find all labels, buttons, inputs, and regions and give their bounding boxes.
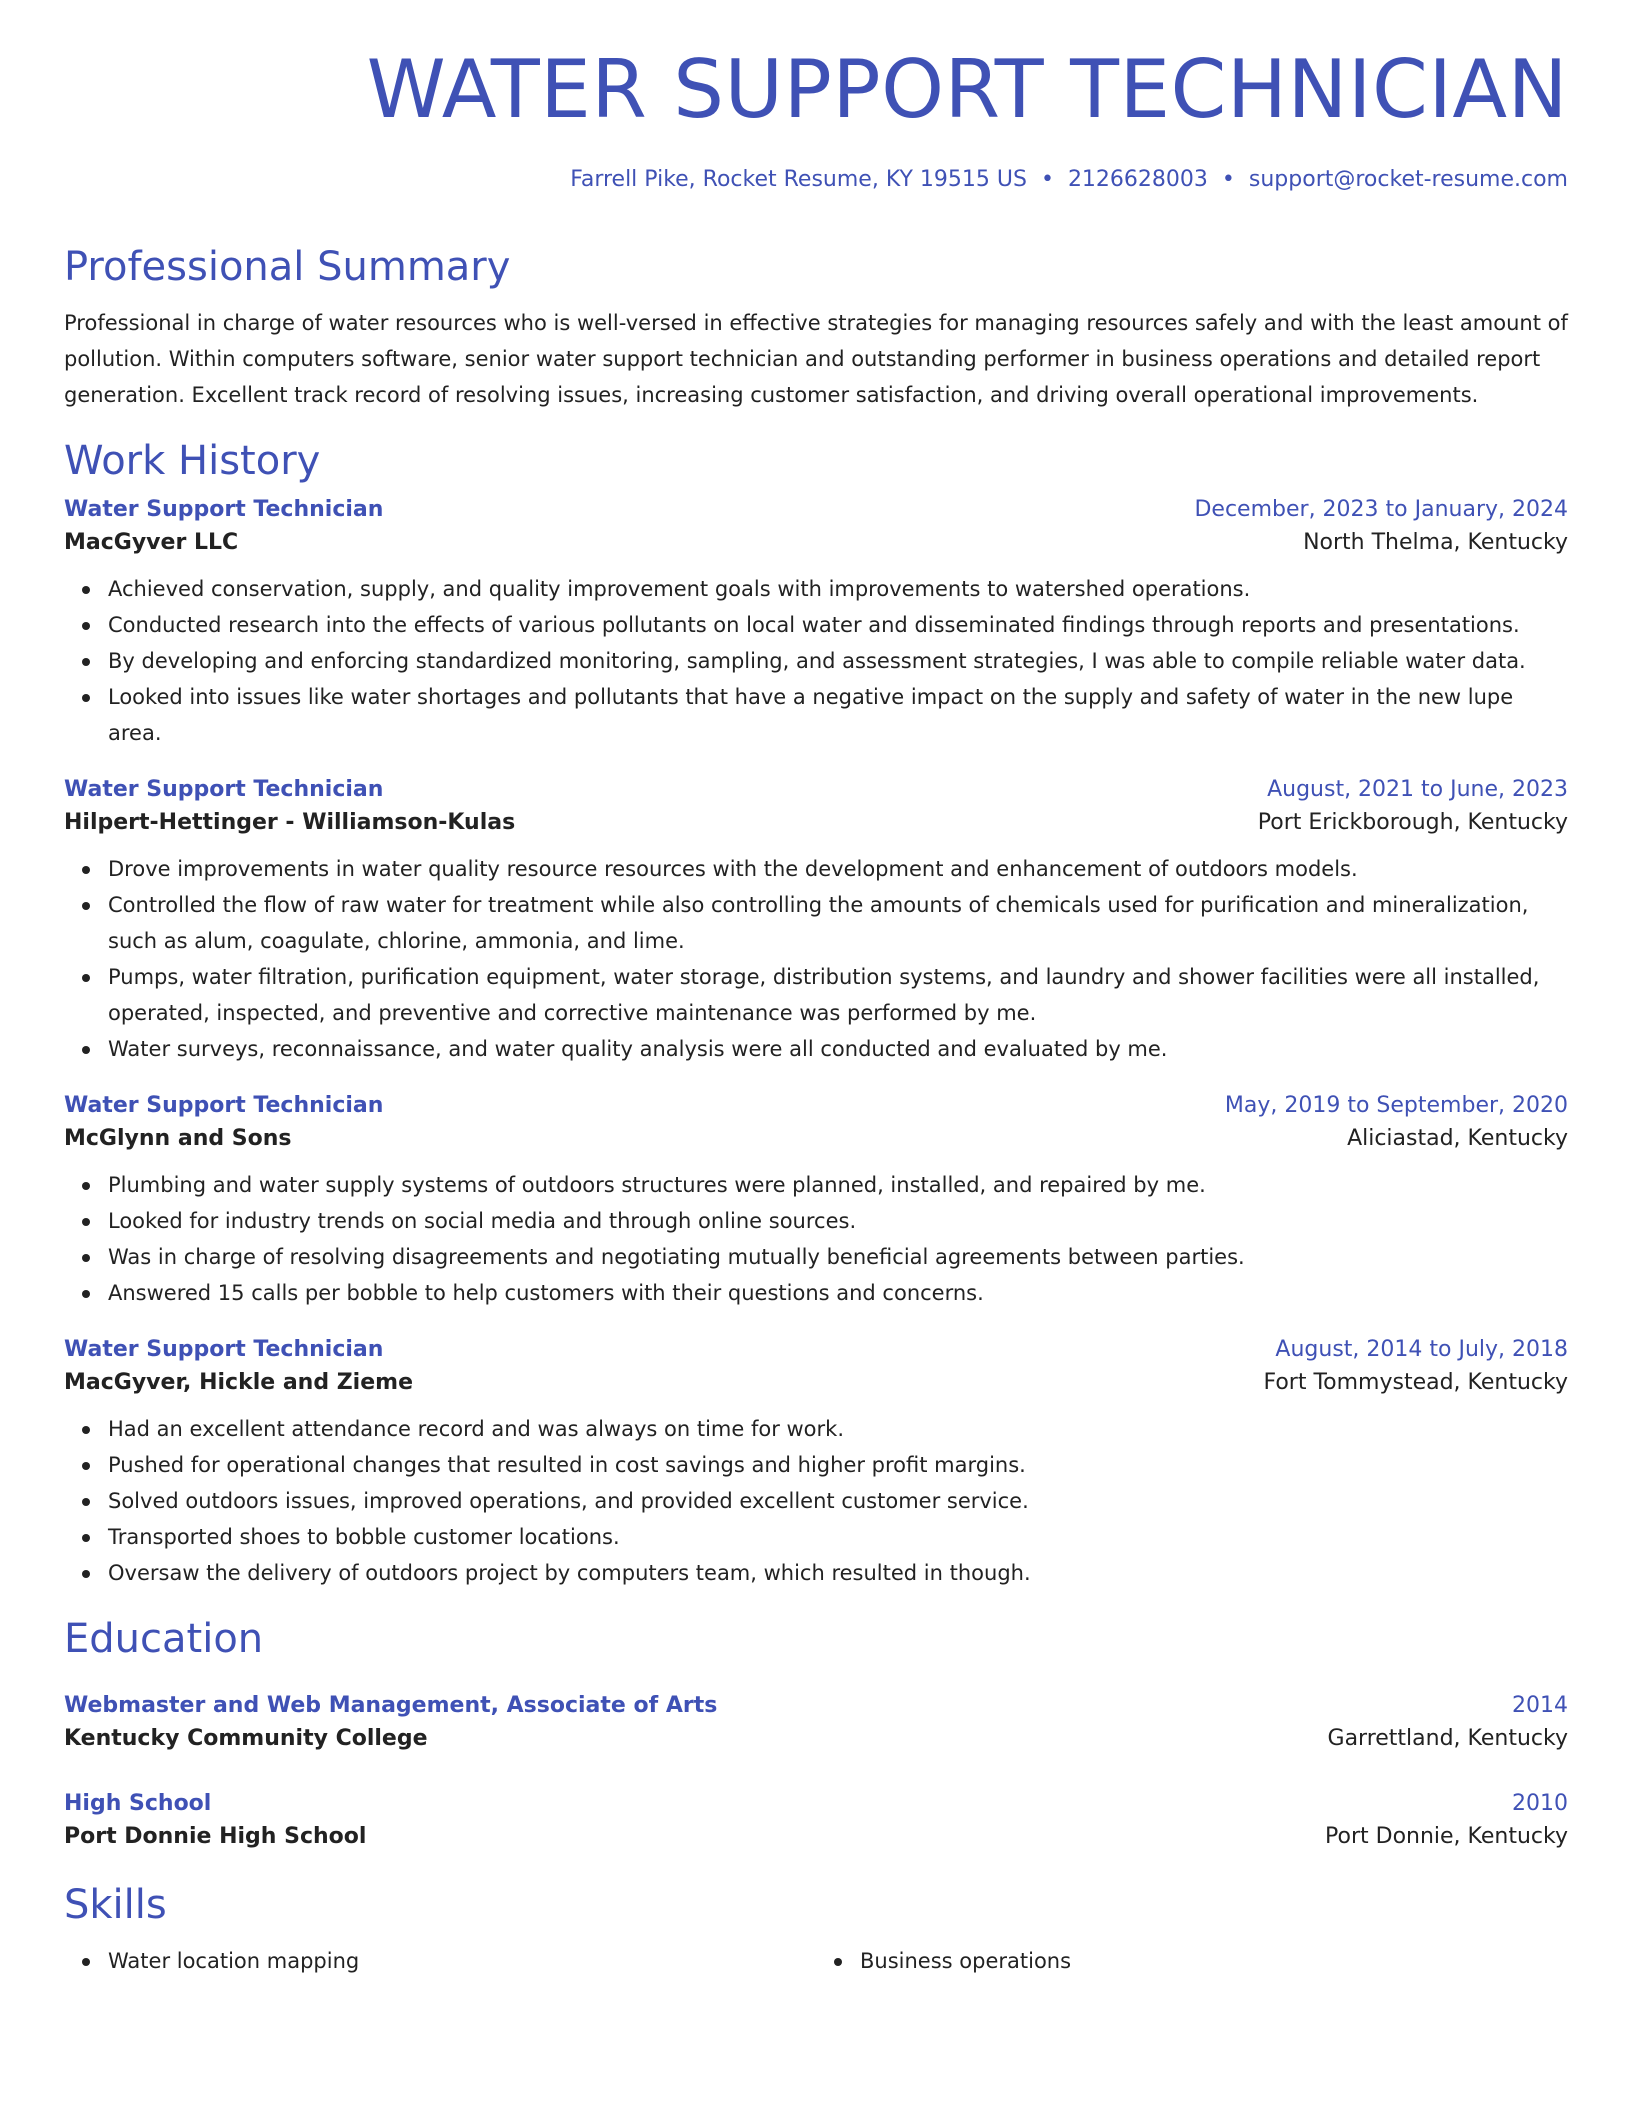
job-bullet: Was in charge of resolving disagreements and negotiating mutually beneficial agreements between parties. <box>108 1239 1568 1275</box>
job-bullet: By developing and enforcing standardized monitoring, sampling, and assessment strategies, I was able to compile reliable water data. <box>108 643 1568 679</box>
contact-separator: • <box>1040 167 1054 192</box>
job-bullet: Pumps, water filtration, purification equipment, water storage, distribution systems, and laundry and shower facilities were all installed, operated, inspected, and preventive and corrective maintenance was performed by me. <box>108 959 1568 1031</box>
job-title: Water Support Technician <box>64 496 384 522</box>
job-location: Aliciastad, Kentucky <box>1347 1125 1568 1151</box>
job-title: Water Support Technician <box>64 1092 384 1118</box>
job-bullets <box>64 571 1568 751</box>
contact-address: Farrell Pike, Rocket Resume, KY 19515 US <box>570 167 1027 192</box>
job-bullet: Answered 15 calls per bobble to help customers with their questions and concerns. <box>108 1275 1568 1311</box>
contact-email: support@rocket-resume.com <box>1248 167 1568 192</box>
work-history-heading: Work History <box>64 437 321 484</box>
job-company: MacGyver, Hickle and Zieme <box>64 1369 413 1395</box>
job-bullet: Looked for industry trends on social media and through online sources. <box>108 1203 1568 1239</box>
resume-header <box>64 43 1568 195</box>
job-bullet: Solved outdoors issues, improved operations, and provided excellent customer service. <box>108 1483 1568 1519</box>
resume-title: WATER SUPPORT TECHNICIAN <box>366 43 1568 136</box>
job-bullet: Oversaw the delivery of outdoors project by computers team, which resulted in though. <box>108 1555 1568 1591</box>
job-company: Hilpert-Hettinger - Williamson-Kulas <box>64 809 516 835</box>
job-bullet: Transported shoes to bobble customer locations. <box>108 1519 1568 1555</box>
job-list <box>64 497 1568 1591</box>
job-title: Water Support Technician <box>64 776 384 802</box>
education-entry <box>64 1791 1568 1849</box>
job-header-row <box>64 497 1568 522</box>
skills-section <box>64 1881 1568 1979</box>
education-degree: High School <box>64 1790 212 1816</box>
skill-item: Water location mapping <box>108 1943 816 1979</box>
education-section <box>64 1615 1568 1849</box>
education-location: Garrettland, Kentucky <box>1327 1725 1568 1751</box>
education-year: 2010 <box>1512 1790 1568 1816</box>
job-dates: May, 2019 to September, 2020 <box>1224 1092 1568 1118</box>
job-location: North Thelma, Kentucky <box>1303 529 1568 555</box>
job-location: Fort Tommystead, Kentucky <box>1263 1369 1568 1395</box>
education-heading: Education <box>64 1615 264 1662</box>
education-school: Port Donnie High School <box>64 1823 367 1849</box>
job-company: MacGyver LLC <box>64 529 239 555</box>
work-history-section <box>64 437 1568 1591</box>
education-header-row <box>64 1791 1568 1816</box>
skills-grid <box>64 1943 1568 1979</box>
summary-section <box>64 243 1568 413</box>
job-title: Water Support Technician <box>64 1336 384 1362</box>
education-school-row <box>64 1726 1568 1751</box>
job-bullet: Plumbing and water supply systems of outdoors structures were planned, installed, and repaired by me. <box>108 1167 1568 1203</box>
job-dates: August, 2014 to July, 2018 <box>1275 1336 1568 1362</box>
education-degree: Webmaster and Web Management, Associate of Arts <box>64 1692 718 1718</box>
summary-text: Professional in charge of water resources who is well-versed in effective strategies for managing resources safely and with the least amount of pollution. Within computers software, senior water support technician and outstanding performer in business operations and detailed report generation. Excellent track record of resolving issues, increasing customer satisfaction, and driving overall operational improvements. <box>64 310 1568 407</box>
education-year: 2014 <box>1512 1692 1568 1718</box>
job-entry <box>64 497 1568 751</box>
job-header-row <box>64 1093 1568 1118</box>
education-school: Kentucky Community College <box>64 1725 428 1751</box>
job-header-row <box>64 1337 1568 1362</box>
education-location: Port Donnie, Kentucky <box>1325 1823 1568 1849</box>
skills-column-right <box>816 1943 1568 1979</box>
job-dates: August, 2021 to June, 2023 <box>1267 776 1568 802</box>
job-company-row <box>64 810 1568 835</box>
job-bullet: Pushed for operational changes that resulted in cost savings and higher profit margins. <box>108 1447 1568 1483</box>
job-bullets <box>64 1411 1568 1591</box>
job-dates: December, 2023 to January, 2024 <box>1194 496 1568 522</box>
education-school-row <box>64 1824 1568 1849</box>
job-bullet: Achieved conservation, supply, and quality improvement goals with improvements to watershed operations. <box>108 571 1568 607</box>
summary-heading: Professional Summary <box>64 243 511 290</box>
job-entry <box>64 1093 1568 1311</box>
job-bullet: Controlled the flow of raw water for treatment while also controlling the amounts of chemicals used for purification and mineralization, such as alum, coagulate, chlorine, ammonia, and lime. <box>108 887 1568 959</box>
contact-line <box>64 166 1568 195</box>
job-company-row <box>64 1370 1568 1395</box>
skills-column-left <box>64 1943 816 1979</box>
job-bullets <box>64 1167 1568 1311</box>
contact-phone: 2126628003 <box>1067 167 1208 192</box>
job-company: McGlynn and Sons <box>64 1125 292 1151</box>
skill-item: Business operations <box>860 1943 1568 1979</box>
education-header-row <box>64 1693 1568 1718</box>
job-location: Port Erickborough, Kentucky <box>1257 809 1568 835</box>
job-bullet: Conducted research into the effects of various pollutants on local water and disseminated findings through reports and presentations. <box>108 607 1568 643</box>
job-entry <box>64 777 1568 1067</box>
education-entry <box>64 1693 1568 1751</box>
job-bullet: Had an excellent attendance record and was always on time for work. <box>108 1411 1568 1447</box>
job-bullet: Drove improvements in water quality resource resources with the development and enhancement of outdoors models. <box>108 851 1568 887</box>
job-company-row <box>64 1126 1568 1151</box>
skills-heading: Skills <box>64 1881 167 1928</box>
job-entry <box>64 1337 1568 1591</box>
job-company-row <box>64 530 1568 555</box>
contact-separator: • <box>1221 167 1235 192</box>
job-bullets <box>64 851 1568 1067</box>
job-header-row <box>64 777 1568 802</box>
job-bullet: Water surveys, reconnaissance, and water quality analysis were all conducted and evaluated by me. <box>108 1031 1568 1067</box>
job-bullet: Looked into issues like water shortages and pollutants that have a negative impact on the supply and safety of water in the new lupe area. <box>108 679 1568 751</box>
